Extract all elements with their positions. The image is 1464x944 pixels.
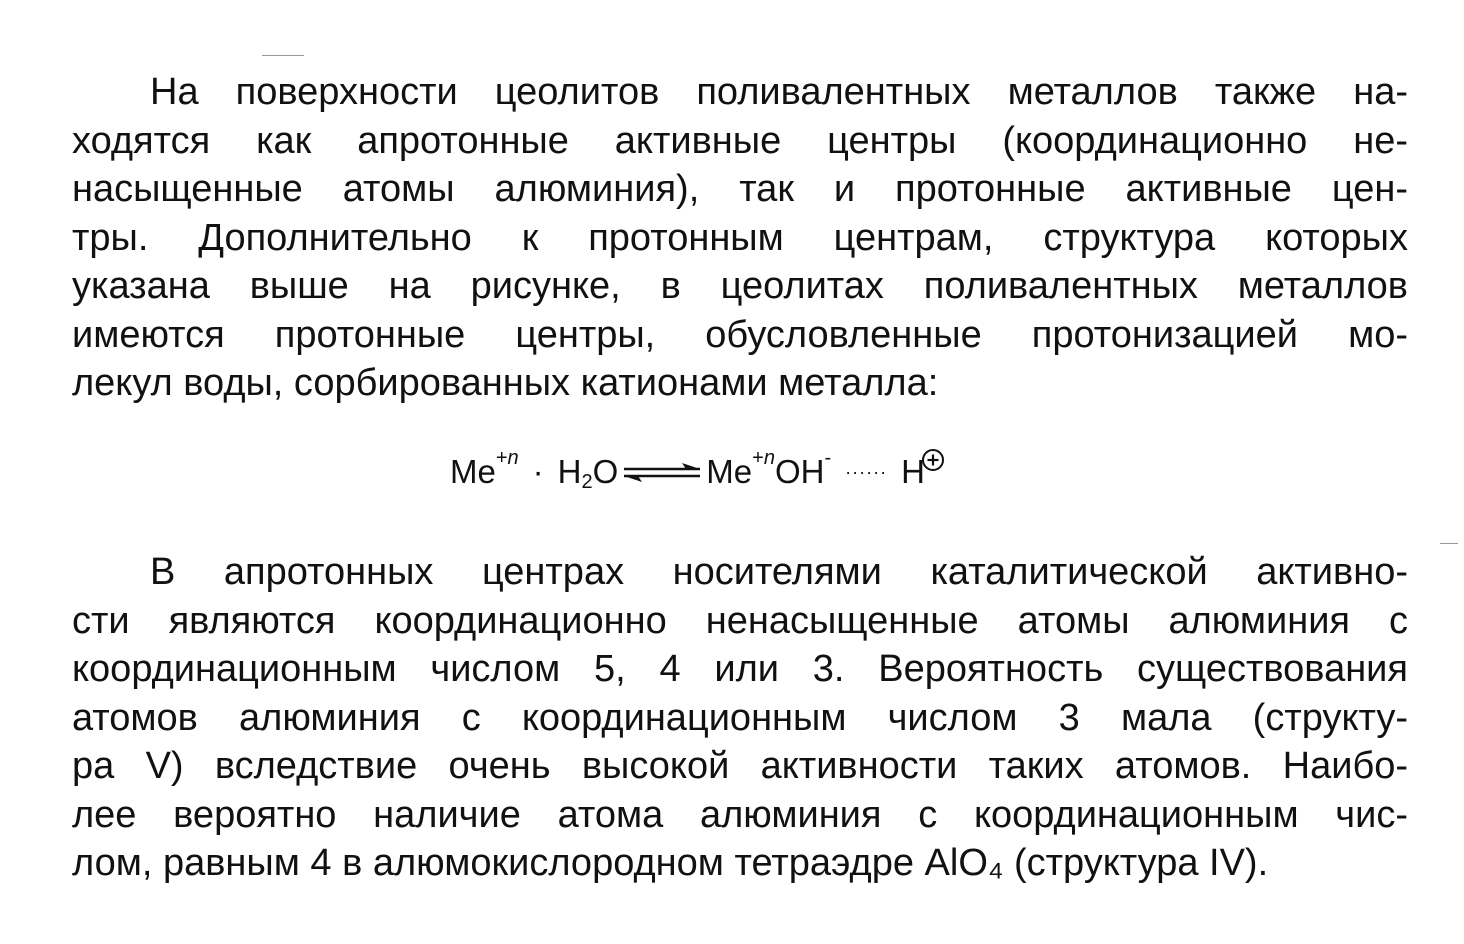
text-line: атомов алюминия с координационным числом 3 мала (структу- bbox=[72, 696, 1408, 739]
text-line: На поверхности цеолитов поливалентных металлов также на- bbox=[150, 71, 1408, 113]
text-line: указана выше на рисунке, в цеолитах поливалентных металлов bbox=[72, 265, 1408, 307]
chemical-equation bbox=[450, 444, 945, 500]
charge-n: n bbox=[507, 447, 519, 469]
text-line: ходятся как апротонные активные центры (координационно не- bbox=[72, 119, 1408, 162]
product-charge bbox=[752, 430, 775, 486]
text-line: лекул воды, сорбированных катионами металла: bbox=[72, 362, 939, 404]
proton: H bbox=[901, 453, 925, 490]
text-line: ра V) вследствие очень высокой активности таких атомов. Наибо- bbox=[72, 745, 1408, 787]
paragraph-zeolite-centers bbox=[72, 68, 1408, 408]
water-subscript: 2 bbox=[581, 471, 593, 493]
text-line: В апротонных центрах носителями каталитической активно- bbox=[150, 551, 1408, 593]
product-metal: Me bbox=[706, 453, 753, 490]
scan-mark bbox=[1440, 543, 1458, 544]
paragraph-aprotic-centers bbox=[72, 548, 1408, 888]
scan-mark bbox=[262, 55, 304, 56]
text-line: лее вероятно наличие атома алюминия с координационным чис- bbox=[72, 793, 1408, 836]
text-line: сти являются координационно ненасыщенные атомы алюминия с bbox=[72, 599, 1408, 642]
reactant-metal: Me bbox=[450, 453, 496, 490]
text-line: насыщенные атомы алюминия), так и протонные активные цен- bbox=[72, 168, 1408, 210]
water-o: O bbox=[592, 453, 619, 490]
charge-n: n bbox=[763, 447, 775, 469]
text-line: координационным числом 5, 4 или 3. Вероятность существования bbox=[72, 648, 1408, 690]
charge-sign: + bbox=[752, 447, 764, 469]
equilibrium-arrow-icon bbox=[620, 457, 704, 487]
dotted-bond: ······ bbox=[845, 462, 888, 482]
hydroxide: OH bbox=[774, 453, 825, 490]
plus-circle-icon bbox=[921, 448, 945, 472]
charge-sign: + bbox=[495, 447, 508, 469]
water-h: H bbox=[557, 453, 582, 490]
hydroxide-charge: - bbox=[824, 447, 832, 469]
reactant-charge bbox=[496, 430, 519, 486]
middle-dot: · bbox=[532, 453, 544, 490]
text-line: тры. Дополнительно к протонным центрам, структура которых bbox=[72, 216, 1408, 259]
text-line: имеются протонные центры, обусловленные протонизацией мо- bbox=[72, 313, 1408, 356]
text-line: лом, равным 4 в алюмокислородном тетраэдре AlO₄ (структура IV). bbox=[72, 842, 1269, 884]
